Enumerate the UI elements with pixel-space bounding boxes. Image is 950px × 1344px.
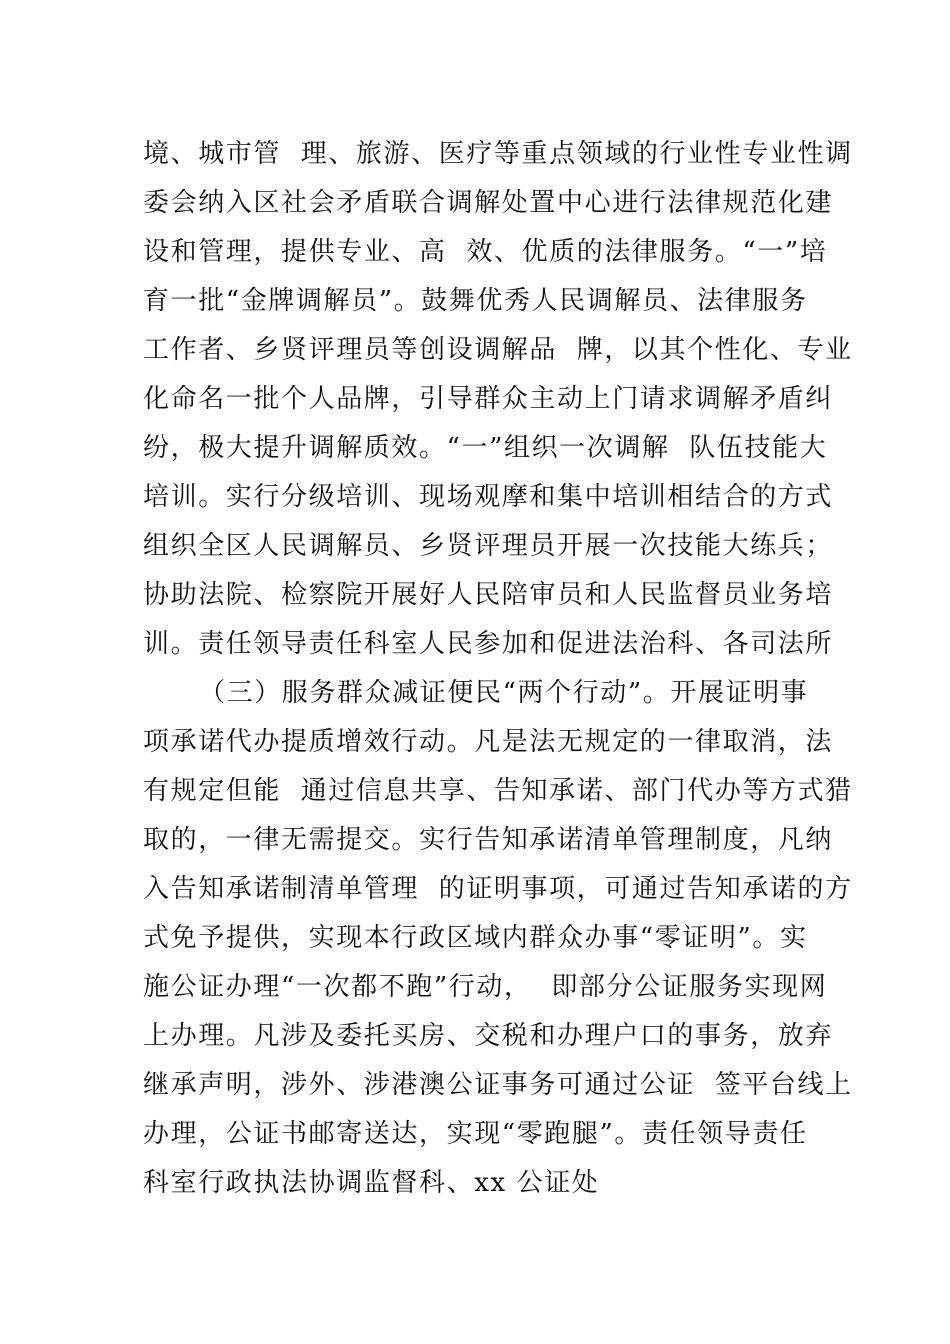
text-line: 协助法院、检察院开展好人民陪审员和人民监督员业务培 xyxy=(143,580,834,610)
text-line: 化命名一批个人品牌，引导群众主动上门请求调解矛盾纠 xyxy=(143,384,834,414)
text-line: 办理，公证书邮寄送达，实现“零跑腿”。责任领导责任 xyxy=(143,1119,808,1149)
text-line: 科室行政执法协调监督科、xx 公证处 xyxy=(143,1168,600,1198)
section-heading-line: （三）服务群众减证便民“两个行动”。开展证明事 xyxy=(199,678,809,708)
text-line: 继承声明，涉外、涉港澳公证事务可通过公证 签平台线上 xyxy=(143,1070,853,1100)
text-line: 训。责任领导责任科室人民参加和促进法治科、各司法所 xyxy=(143,629,834,659)
text-line: 设和管理，提供专业、高 效、优质的法律服务。“一”培 xyxy=(143,237,828,267)
text-line: 工作者、乡贤评理员等创设调解品 牌，以其个性化、专业 xyxy=(143,335,853,365)
text-line: 施公证办理“一次都不跑”行动， 即部分公证服务实现网 xyxy=(143,972,828,1002)
text-line: 组织全区人民调解员、乡贤评理员开展一次技能大练兵； xyxy=(143,531,834,561)
text-line: 培训。实行分级培训、现场观摩和集中培训相结合的方式 xyxy=(143,482,834,512)
text-line: 项承诺代办提质增效行动。凡是法无规定的一律取消，法 xyxy=(143,727,834,757)
text-line: 纷，极大提升调解质效。“一”组织一次调解 队伍技能大 xyxy=(143,433,828,463)
text-line: 有规定但能 通过信息共享、告知承诺、部门代办等方式猎 xyxy=(143,776,853,806)
text-line: 委会纳入区社会矛盾联合调解处置中心进行法律规范化建 xyxy=(143,188,834,218)
text-line: 育一批“金牌调解员”。鼓舞优秀人民调解员、法律服务 xyxy=(143,286,808,316)
text-line: 取的，一律无需提交。实行告知承诺清单管理制度，凡纳 xyxy=(143,825,834,855)
text-line: 入告知承诺制清单管理 的证明事项，可通过告知承诺的方 xyxy=(143,874,853,904)
text-line: 境、城市管 理、旅游、医疗等重点领域的行业性专业性调 xyxy=(143,139,853,169)
text-line: 上办理。凡涉及委托买房、交税和办理户口的事务，放弃 xyxy=(143,1021,834,1051)
document-body xyxy=(143,130,853,1208)
text-line: 式免予提供，实现本行政区域内群众办事“零证明”。实 xyxy=(143,923,808,953)
